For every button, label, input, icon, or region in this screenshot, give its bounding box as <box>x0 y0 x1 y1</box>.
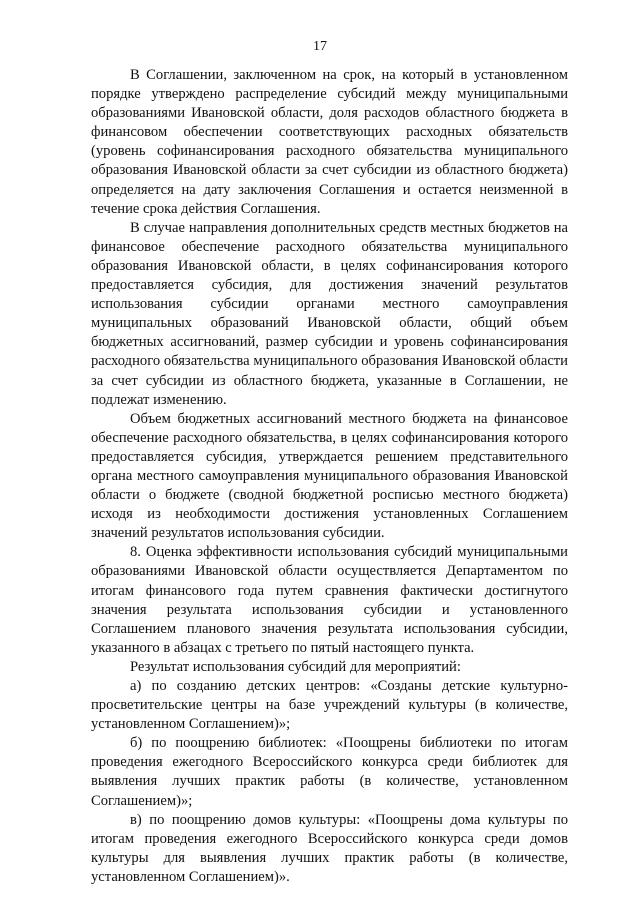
page-number: 17 <box>313 39 327 54</box>
list-item-children-centers: а) по созданию детских центров: «Созданы детские культурно-просветительские центры на базе учреждений культуры (в количестве, установленном Соглашением)»; <box>91 678 568 733</box>
paragraph-agreement-term: В Соглашении, заключенном на срок, на который в установленном порядке утверждено распределение субсидий между муниципальными образованиями Ивановской области, доля расходов областного бюджета в финансовом обеспечении соответствующих расходных обязательств (уровень софинансирования расходного обязательства муниципального образования Ивановской области за счет субсидии из областного бюджета) определяется на дату заключения Соглашения и остается неизменной в течение срока действия Соглашения. <box>91 67 568 217</box>
paragraph-additional-funds: В случае направления дополнительных средств местных бюджетов на финансовое обеспечение расходного обязательства муниципального образования Ивановской области, в целях софинансирования которого предоставляется субсидия, для достижения значений результатов использования субсидии органами местного самоуправления муниципальных образований Ивановской области, общий объем бюджетных ассигнований, размер субсидии и уровень софинансирования расходного обязательства муниципального образования Ивановской области за счет субсидии из областного бюджета, указанные в Соглашении, не подлежат изменению. <box>91 219 568 408</box>
document-body <box>91 66 568 887</box>
paragraph-efficiency-evaluation: 8. Оценка эффективности использования субсидий муниципальными образованиями Ивановской области осуществляется Департаментом по итогам финансового года путем сравнения фактически достигнутого значения результата использования субсидии и установленного Соглашением планового значения результата использования субсидии, указанного в абзацах с третьего по пятый настоящего пункта. <box>91 544 568 656</box>
paragraph-result-intro: Результат использования субсидий для мероприятий: <box>130 658 461 675</box>
list-item-culture-houses: в) по поощрению домов культуры: «Поощрены дома культуры по итогам проведения ежегодного Всероссийского конкурса среди домов культуры для выявления лучших практик работы (в количестве, установленном Соглашением)». <box>91 811 568 885</box>
list-item-libraries: б) по поощрению библиотек: «Поощрены библиотеки по итогам проведения ежегодного Всероссийского конкурса среди библиотек для выявления лучших практик работы (в количестве, установленном Соглашением)»; <box>91 735 568 809</box>
paragraph-local-budget-volume: Объем бюджетных ассигнований местного бюджета на финансовое обеспечение расходного обязательства, в целях софинансирования которого предоставляется субсидия, утверждается решением представительного органа местного самоуправления муниципального образования Ивановской области о бюджете (сводной бюджетной росписью местного бюджета) исходя из необходимости достижения установленных Соглашением значений результатов использования субсидии. <box>91 410 568 542</box>
